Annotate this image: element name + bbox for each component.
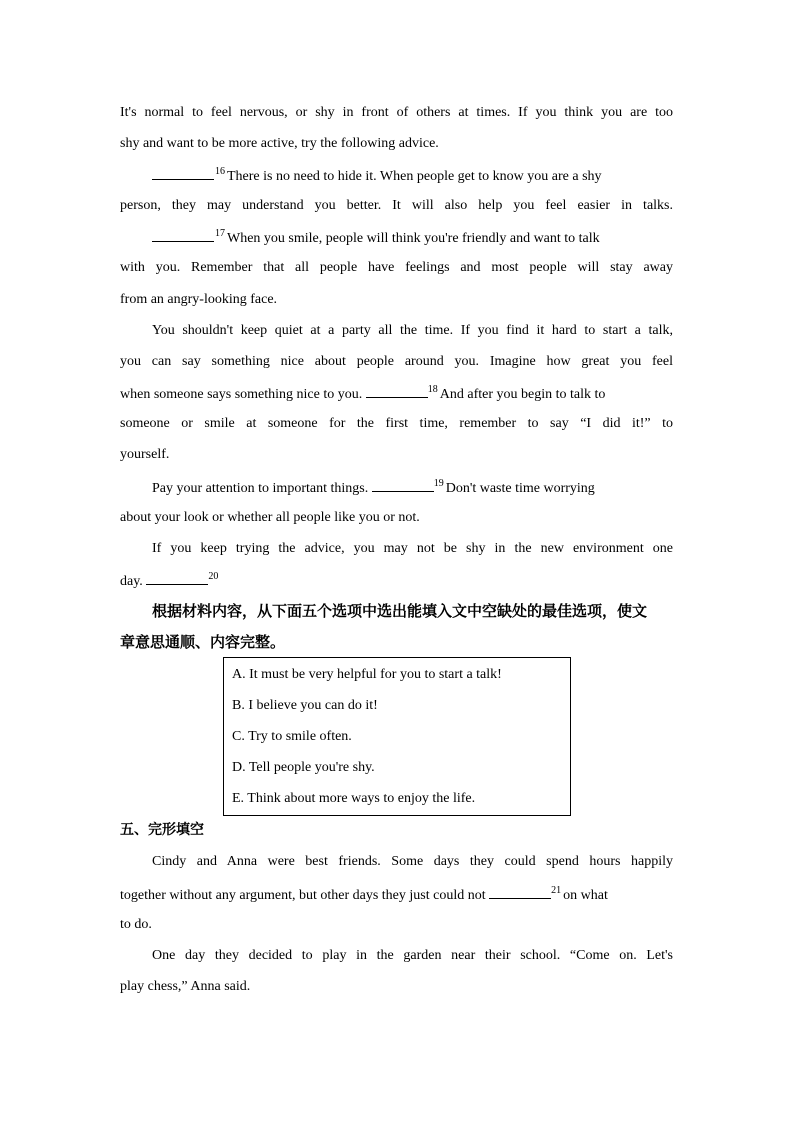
passage-text: There is no need to hide it. When people get to know you are a shy bbox=[227, 169, 602, 184]
blank-number: 20 bbox=[208, 571, 219, 582]
passage-text: with you. Remember that all people have feelings and most people will stay away bbox=[120, 260, 673, 275]
cloze-text: together without any argument, but other days they just could not bbox=[120, 888, 486, 903]
cloze-line bbox=[152, 946, 673, 966]
section-title: 五、完形填空 bbox=[120, 822, 204, 838]
cloze-line-blank-21 bbox=[120, 884, 673, 906]
passage-line bbox=[152, 539, 673, 559]
passage-text: about your look or whether all people like you or not. bbox=[120, 510, 420, 525]
passage-text: from an angry-looking face. bbox=[120, 292, 278, 307]
option-a: A. It must be very helpful for you to start a talk! bbox=[232, 667, 502, 682]
instruction-line bbox=[120, 632, 673, 652]
passage-line bbox=[120, 290, 673, 310]
passage-line bbox=[120, 445, 673, 465]
passage-line bbox=[120, 134, 673, 154]
answer-blank-17[interactable] bbox=[152, 227, 214, 242]
option-b: B. I believe you can do it! bbox=[232, 698, 378, 713]
blank-number: 19 bbox=[433, 478, 444, 489]
passage-line bbox=[120, 352, 673, 372]
passage-text: person, they may understand you better. It will also help you feel easier in talks. bbox=[120, 198, 673, 213]
passage-text: yourself. bbox=[120, 447, 170, 462]
passage-text: you can say something nice about people around you. Imagine how great you feel bbox=[120, 354, 673, 369]
instruction-text: 章意思通顺、内容完整。 bbox=[120, 633, 286, 651]
passage-text: someone or smile at someone for the first time, remember to say “I did it!” to bbox=[120, 416, 673, 431]
passage-line bbox=[152, 321, 673, 341]
cloze-text: on what bbox=[563, 888, 608, 903]
cloze-line bbox=[120, 977, 673, 997]
cloze-line bbox=[120, 915, 673, 935]
cloze-line bbox=[152, 852, 673, 872]
blank-number: 18 bbox=[427, 384, 438, 395]
passage-text: when someone says something nice to you. bbox=[120, 387, 363, 402]
passage-text: And after you begin to talk to bbox=[439, 387, 606, 402]
passage-line-blank-19 bbox=[152, 477, 673, 499]
cloze-text: to do. bbox=[120, 917, 152, 932]
blank-number: 16 bbox=[215, 166, 225, 177]
passage-text: When you smile, people will think you're friendly and want to talk bbox=[227, 231, 600, 246]
blank-number: 21 bbox=[551, 885, 562, 896]
passage-line bbox=[120, 414, 673, 434]
instruction-line bbox=[152, 601, 673, 621]
passage-line bbox=[120, 196, 673, 216]
options-box bbox=[223, 657, 571, 816]
passage-line-blank-18 bbox=[120, 383, 673, 405]
option-d: D. Tell people you're shy. bbox=[232, 760, 375, 775]
option-c: C. Try to smile often. bbox=[232, 729, 352, 744]
passage-line bbox=[120, 508, 673, 528]
answer-blank-20[interactable] bbox=[146, 570, 208, 585]
answer-blank-21[interactable] bbox=[489, 884, 551, 899]
cloze-text: Cindy and Anna were best friends. Some days they could spend hours happily bbox=[152, 854, 673, 869]
passage-text: Don't waste time worrying bbox=[445, 481, 595, 496]
cloze-text: play chess,” Anna said. bbox=[120, 979, 251, 994]
passage-text: It's normal to feel nervous, or shy in front of others at times. If you think you are too bbox=[120, 105, 673, 120]
passage-line-blank-17 bbox=[152, 227, 673, 249]
passage-text: You shouldn't keep quiet at a party all the time. If you find it hard to start a talk, bbox=[152, 323, 673, 338]
passage-line bbox=[120, 258, 673, 278]
answer-blank-18[interactable] bbox=[366, 383, 428, 398]
passage-line-blank-20 bbox=[120, 570, 673, 592]
passage-text: If you keep trying the advice, you may not be shy in the new environment one bbox=[152, 541, 673, 556]
passage-text: day. bbox=[120, 574, 143, 589]
passage-line-blank-16 bbox=[152, 165, 673, 187]
cloze-text: One day they decided to play in the garden near their school. “Come on. Let's bbox=[152, 948, 673, 963]
passage-text: Pay your attention to important things. bbox=[152, 481, 369, 496]
passage-text: shy and want to be more active, try the following advice. bbox=[120, 136, 439, 151]
instruction-text: 根据材料内容，从下面五个选项中选出能填入文中空缺处的最佳选项，使文 bbox=[152, 602, 648, 620]
answer-blank-16[interactable] bbox=[152, 165, 214, 180]
answer-blank-19[interactable] bbox=[372, 477, 434, 492]
option-e: E. Think about more ways to enjoy the life. bbox=[232, 791, 476, 806]
blank-number: 17 bbox=[215, 228, 225, 239]
passage-line bbox=[120, 103, 673, 123]
